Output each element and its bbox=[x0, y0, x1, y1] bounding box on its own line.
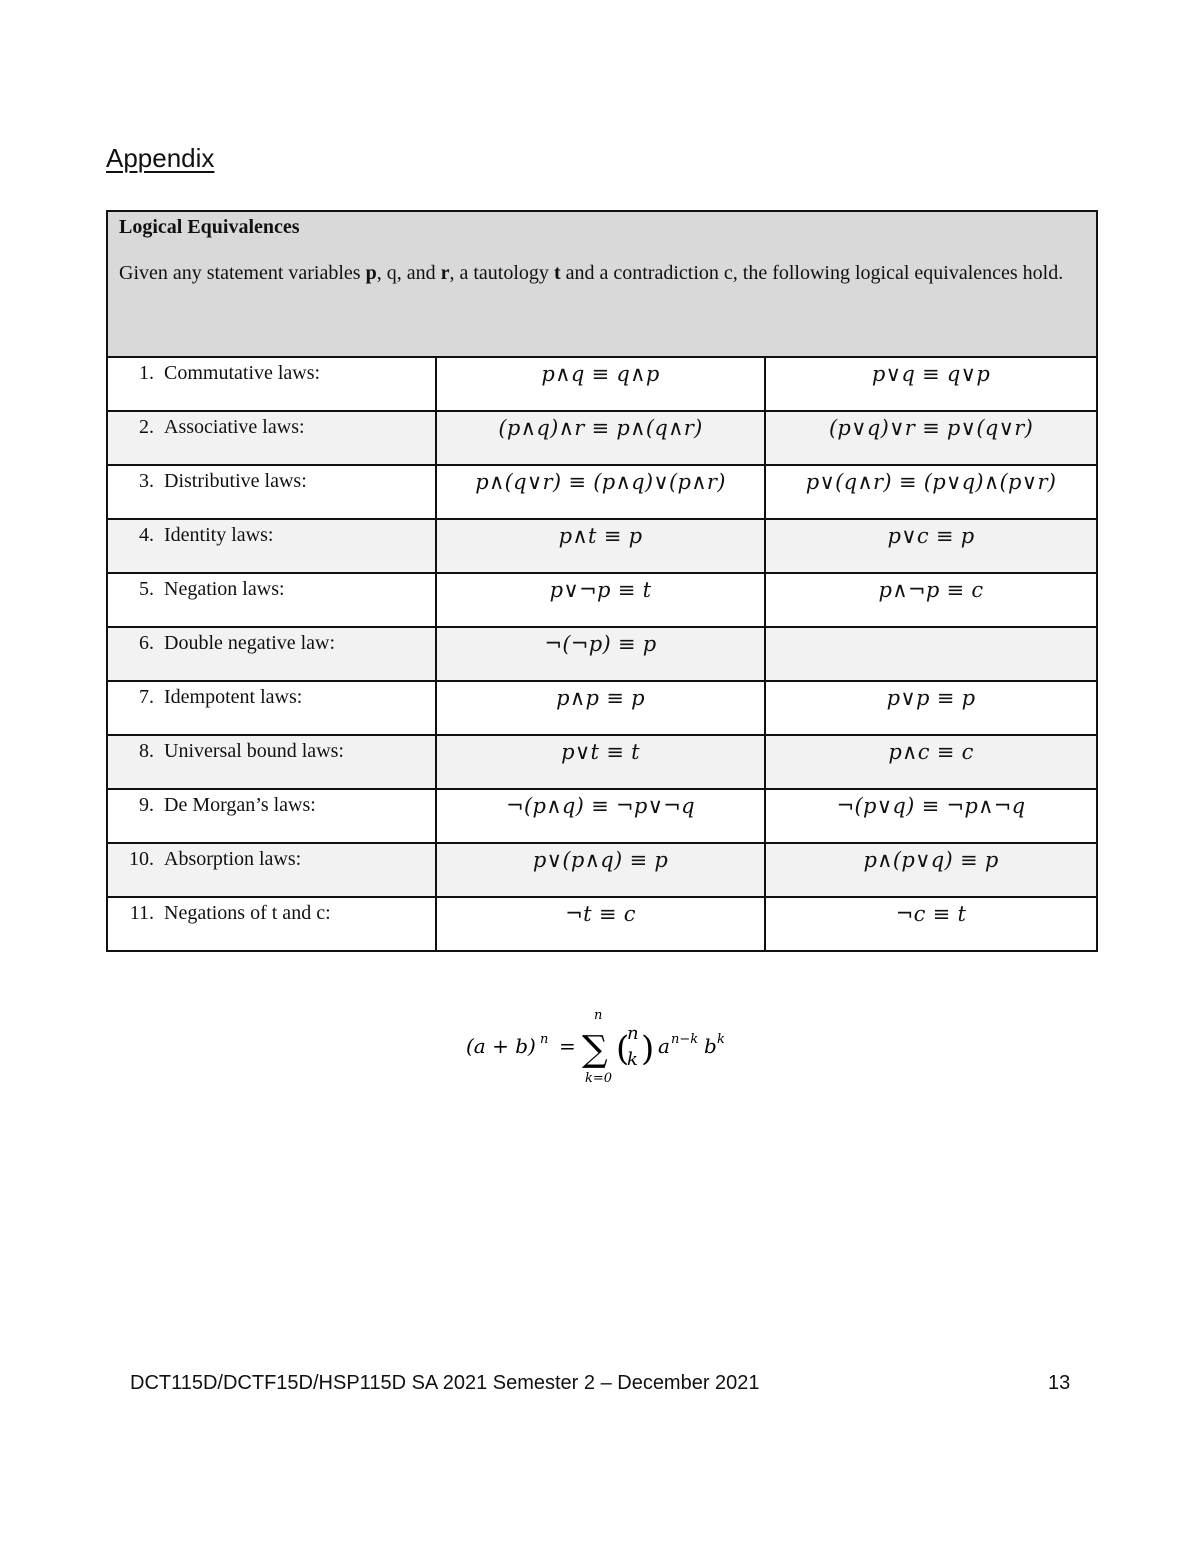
law-name-cell bbox=[107, 897, 436, 951]
footer-course-info: DCT115D/DCTF15D/HSP115D SA 2021 Semester 2 – December 2021 bbox=[130, 1372, 760, 1394]
equivalence-2: p∧c ≡ c bbox=[765, 735, 1097, 789]
appendix-title: Appendix bbox=[106, 143, 215, 173]
formula-equals: = bbox=[559, 1034, 576, 1058]
table-title: Logical Equivalences bbox=[119, 216, 300, 238]
equivalence-2: p∨q ≡ q∨p bbox=[765, 357, 1097, 411]
binom-bottom: k bbox=[627, 1049, 638, 1070]
equivalence-2: p∨(q∧r) ≡ (p∨q)∧(p∨r) bbox=[765, 465, 1097, 519]
equivalence-2: p∨p ≡ p bbox=[765, 681, 1097, 735]
logical-equivalences-table bbox=[106, 210, 1098, 952]
term-b: b bbox=[704, 1034, 717, 1058]
law-label: Negation laws: bbox=[164, 578, 285, 600]
equivalence-1: p∨(p∧q) ≡ p bbox=[436, 843, 765, 897]
table-row bbox=[107, 681, 1097, 735]
table-row bbox=[107, 843, 1097, 897]
table-row bbox=[107, 897, 1097, 951]
law-name-cell bbox=[107, 573, 436, 627]
binom-open-paren: ( bbox=[616, 1029, 630, 1069]
law-number: 10. bbox=[129, 848, 154, 870]
law-number: 11. bbox=[129, 902, 154, 924]
law-number: 6. bbox=[139, 632, 154, 654]
sum-symbol: ∑ bbox=[582, 1029, 608, 1070]
law-label: Identity laws: bbox=[164, 524, 274, 546]
equivalence-1: p∨t ≡ t bbox=[436, 735, 765, 789]
law-name-cell bbox=[107, 627, 436, 681]
table-header-cell bbox=[107, 211, 1097, 357]
table-row bbox=[107, 519, 1097, 573]
binomial-theorem-formula bbox=[466, 1005, 746, 1095]
law-label: Idempotent laws: bbox=[164, 686, 303, 708]
equivalence-2: p∧(p∨q) ≡ p bbox=[765, 843, 1097, 897]
law-number: 1. bbox=[139, 362, 154, 384]
table-row bbox=[107, 789, 1097, 843]
law-name-cell bbox=[107, 735, 436, 789]
binom-close-paren: ) bbox=[641, 1029, 655, 1069]
law-label: Double negative law: bbox=[164, 632, 336, 654]
law-label: Associative laws: bbox=[164, 416, 305, 438]
term-a-exponent: n−k bbox=[671, 1032, 699, 1047]
law-label: De Morgan’s laws: bbox=[164, 794, 316, 816]
table-description: Given any statement variables p, q, and r, a tautology t and a contradiction c, the following logical equivalences hold. bbox=[119, 262, 1064, 284]
law-label: Universal bound laws: bbox=[164, 740, 344, 762]
binom-top: n bbox=[627, 1023, 639, 1044]
law-number: 9. bbox=[139, 794, 154, 816]
footer-page-number: 13 bbox=[1048, 1372, 1071, 1394]
sum-lower-limit: k=0 bbox=[585, 1071, 613, 1086]
law-name-cell bbox=[107, 789, 436, 843]
table-header-row bbox=[107, 211, 1097, 357]
law-number: 5. bbox=[139, 578, 154, 600]
equivalence-1: (p∧q)∧r ≡ p∧(q∧r) bbox=[436, 411, 765, 465]
law-label: Absorption laws: bbox=[164, 848, 302, 870]
equivalence-2: (p∨q)∨r ≡ p∨(q∨r) bbox=[765, 411, 1097, 465]
law-name-cell bbox=[107, 411, 436, 465]
equivalence-1: ¬(p∧q) ≡ ¬p∨¬q bbox=[436, 789, 765, 843]
table-row bbox=[107, 735, 1097, 789]
law-name-cell bbox=[107, 681, 436, 735]
equivalence-1: ¬(¬p) ≡ p bbox=[436, 627, 765, 681]
law-name-cell bbox=[107, 519, 436, 573]
table-row bbox=[107, 627, 1097, 681]
equivalence-1: p∧p ≡ p bbox=[436, 681, 765, 735]
law-label: Negations of t and c: bbox=[164, 902, 331, 924]
equivalence-1: ¬t ≡ c bbox=[436, 897, 765, 951]
law-number: 8. bbox=[139, 740, 154, 762]
table-row bbox=[107, 465, 1097, 519]
equivalence-1: p∧(q∨r) ≡ (p∧q)∨(p∧r) bbox=[436, 465, 765, 519]
law-number: 3. bbox=[139, 470, 154, 492]
formula-lhs-exponent: n bbox=[540, 1032, 549, 1047]
equivalence-2: p∨c ≡ p bbox=[765, 519, 1097, 573]
law-number: 7. bbox=[139, 686, 154, 708]
table-row bbox=[107, 411, 1097, 465]
formula-lhs: (a + b) bbox=[466, 1034, 536, 1058]
equivalence-2: p∧¬p ≡ c bbox=[765, 573, 1097, 627]
table-row bbox=[107, 357, 1097, 411]
equivalence-1: p∧t ≡ p bbox=[436, 519, 765, 573]
equivalence-1: p∧q ≡ q∧p bbox=[436, 357, 765, 411]
equivalence-1: p∨¬p ≡ t bbox=[436, 573, 765, 627]
table-row bbox=[107, 573, 1097, 627]
equivalence-2 bbox=[765, 627, 1097, 681]
law-label: Distributive laws: bbox=[164, 470, 307, 492]
law-name-cell bbox=[107, 357, 436, 411]
law-name-cell bbox=[107, 465, 436, 519]
law-label: Commutative laws: bbox=[164, 362, 321, 384]
term-a: a bbox=[658, 1034, 670, 1058]
sum-upper-limit: n bbox=[594, 1008, 603, 1023]
term-b-exponent: k bbox=[717, 1032, 725, 1047]
equivalence-2: ¬(p∨q) ≡ ¬p∧¬q bbox=[765, 789, 1097, 843]
law-number: 2. bbox=[139, 416, 154, 438]
law-number: 4. bbox=[139, 524, 154, 546]
law-name-cell bbox=[107, 843, 436, 897]
equivalence-2: ¬c ≡ t bbox=[765, 897, 1097, 951]
